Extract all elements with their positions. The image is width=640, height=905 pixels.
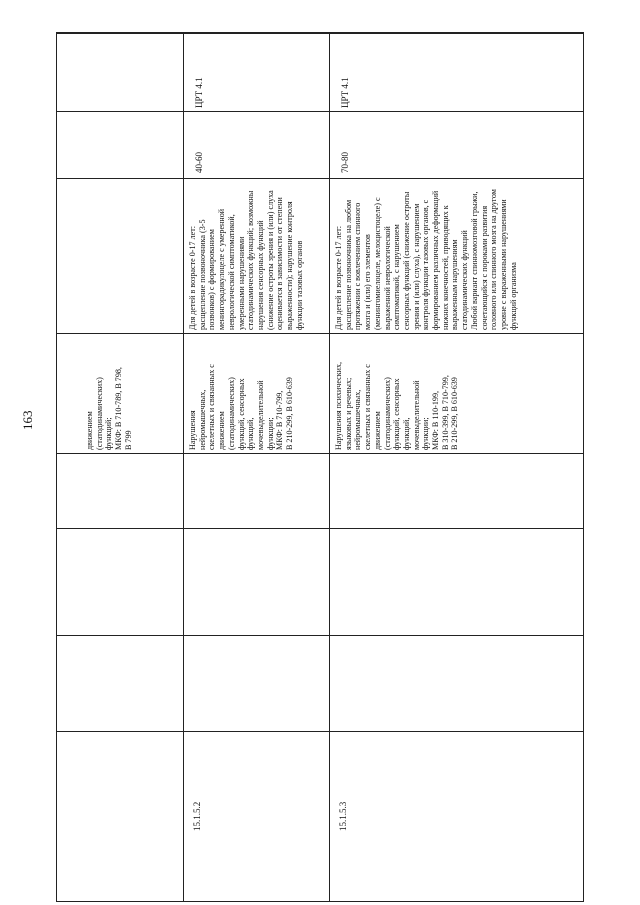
table-row: [57, 33, 183, 903]
disorder-cell-wrap: [57, 333, 183, 453]
code-cell: 15.1.5.2: [192, 801, 202, 831]
disorder-cell-wrap: [330, 333, 585, 453]
disorder-cell: Нарушения психических, языковых и речевых; нейромышечных, скелетных и связанных с движением (статодинамических) функций, сенсорных функций, мочевыделительной функции; МКФ: В 110-199, В 310-399, В 710-799, В 210-299, В 610-639: [334, 361, 460, 450]
criteria-cell: Для детей в возрасте 0-17 лет: расщепление позвоночника (3-5 позвонков) с формированием менингорадикулоцеле с умеренной неврологической симптоматикой, умеренными нарушениями статодинамических функций; возможны нарушения сенсорных функций (снижение остроты зрения и (или) слуха оценивается в зависимости от степени выраженности); нарушение контроля функции тазовых органов: [188, 190, 304, 330]
reference-cell-wrap: [330, 33, 585, 111]
page-number: 163: [20, 410, 35, 430]
percent-cell: 40-60: [194, 152, 204, 173]
percent-cell: 70-80: [340, 152, 350, 173]
reference-cell-wrap: [184, 33, 329, 111]
criteria-cell-wrap: [330, 178, 585, 333]
reference-cell: ЦРТ 4.1: [340, 77, 350, 108]
code-cell-wrap: [184, 731, 329, 903]
criteria-cell: Для детей в возрасте 0-17 лет: расщепление позвоночника на любом протяжении с вовлечением спинного мозга и (или) его элементов (менингомиелоцеле, мелоцистоцеле) с выраженной неврологической симптоматикой, с нарушением сенсорных функций (снижение остроты зрения и (или) слуха), с нарушением контроля функции тазовых органов, с формированием различных деформаций нижних конечностей, приводящих к выраженным нарушениям статодинамических функций Любой вариант спинномозговой грыжи, сочетающийся с пороками развития головного или спинного мозга на другом уровне с выраженными нарушениями функций организма: [334, 189, 518, 330]
reference-cell: ЦРТ 4.1: [194, 77, 204, 108]
disorder-cell-wrap: [184, 333, 329, 453]
code-cell: 15.1.5.3: [338, 801, 348, 831]
percent-cell-wrap: [184, 111, 329, 178]
criteria-table: [56, 32, 584, 902]
disorder-cell: Нарушения нейромышечных, скелетных и связанных с движением (статодинамических) функций, сенсорных функций, мочевыделительной функции; МКФ: В 710-799, В 210-299, В 610-639: [188, 364, 295, 450]
percent-cell-wrap: [330, 111, 585, 178]
code-cell-wrap: [330, 731, 585, 903]
disorder-cell: движением (статодинамических) функций; МКФ: В 710-789, В 798, В 799: [85, 367, 133, 450]
criteria-cell-wrap: [184, 178, 329, 333]
